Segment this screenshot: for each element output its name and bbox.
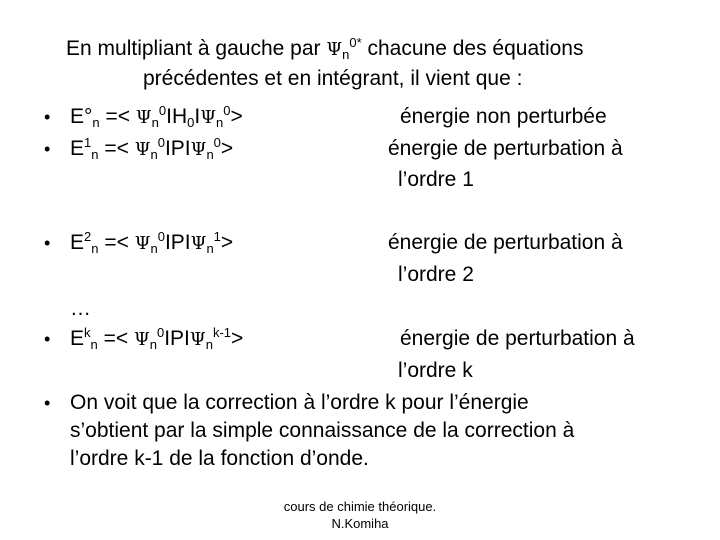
bullet-icon: •: [44, 393, 51, 413]
footer-author: N.Komiha: [331, 516, 389, 531]
equation-e1-description-1: énergie de perturbation à: [388, 137, 623, 160]
equation-e1: $E^1_n =< \Psi_n^0IPI\Psi_n^0>$: [70, 135, 234, 162]
equation-e2-description-2: l’ordre 2: [398, 263, 474, 286]
bullet-icon: •: [44, 233, 51, 253]
bullet-icon: •: [44, 329, 51, 349]
equation-ek: $E^k_n =< \Psi_n^0IPI\Psi_n^{k-1}>$: [70, 325, 244, 352]
bullet-icon: •: [44, 107, 51, 127]
equation-ek-description-1: énergie de perturbation à: [400, 327, 635, 350]
equation-e0-description: énergie non perturbée: [400, 105, 607, 128]
equation-e2-description-1: énergie de perturbation à: [388, 231, 623, 254]
psi-symbol: Ψ: [326, 39, 343, 60]
equation-e0: $E^\circ_n =< \Psi_n^0IH_0I\Psi_n^0>$: [70, 103, 243, 130]
intro-line-2: précédentes et en intégrant, il vient que :: [143, 67, 523, 90]
equation-e1-description-2: l’ordre 1: [398, 168, 474, 191]
footer-course: cours de chimie théorique.: [283, 499, 437, 514]
equation-e2: $E^2_n =< \Psi_n^0IPI\Psi_n^1>$: [70, 229, 234, 256]
bullet-icon: •: [44, 139, 51, 159]
intro-line-1: En multipliant à gauche par $\Psi_n^{0*}$ chacune des équations: [66, 35, 584, 62]
conclusion-line-1: On voit que la correction à l’ordre k pour l’énergie: [70, 391, 529, 414]
footer: [250, 498, 470, 532]
ellipsis: …: [70, 297, 91, 320]
conclusion-line-3: l’ordre k-1 de la fonction d’onde.: [70, 447, 369, 470]
equation-ek-description-2: l’ordre k: [398, 359, 473, 382]
conclusion-line-2: s’obtient par la simple connaissance de la correction à: [70, 419, 575, 442]
